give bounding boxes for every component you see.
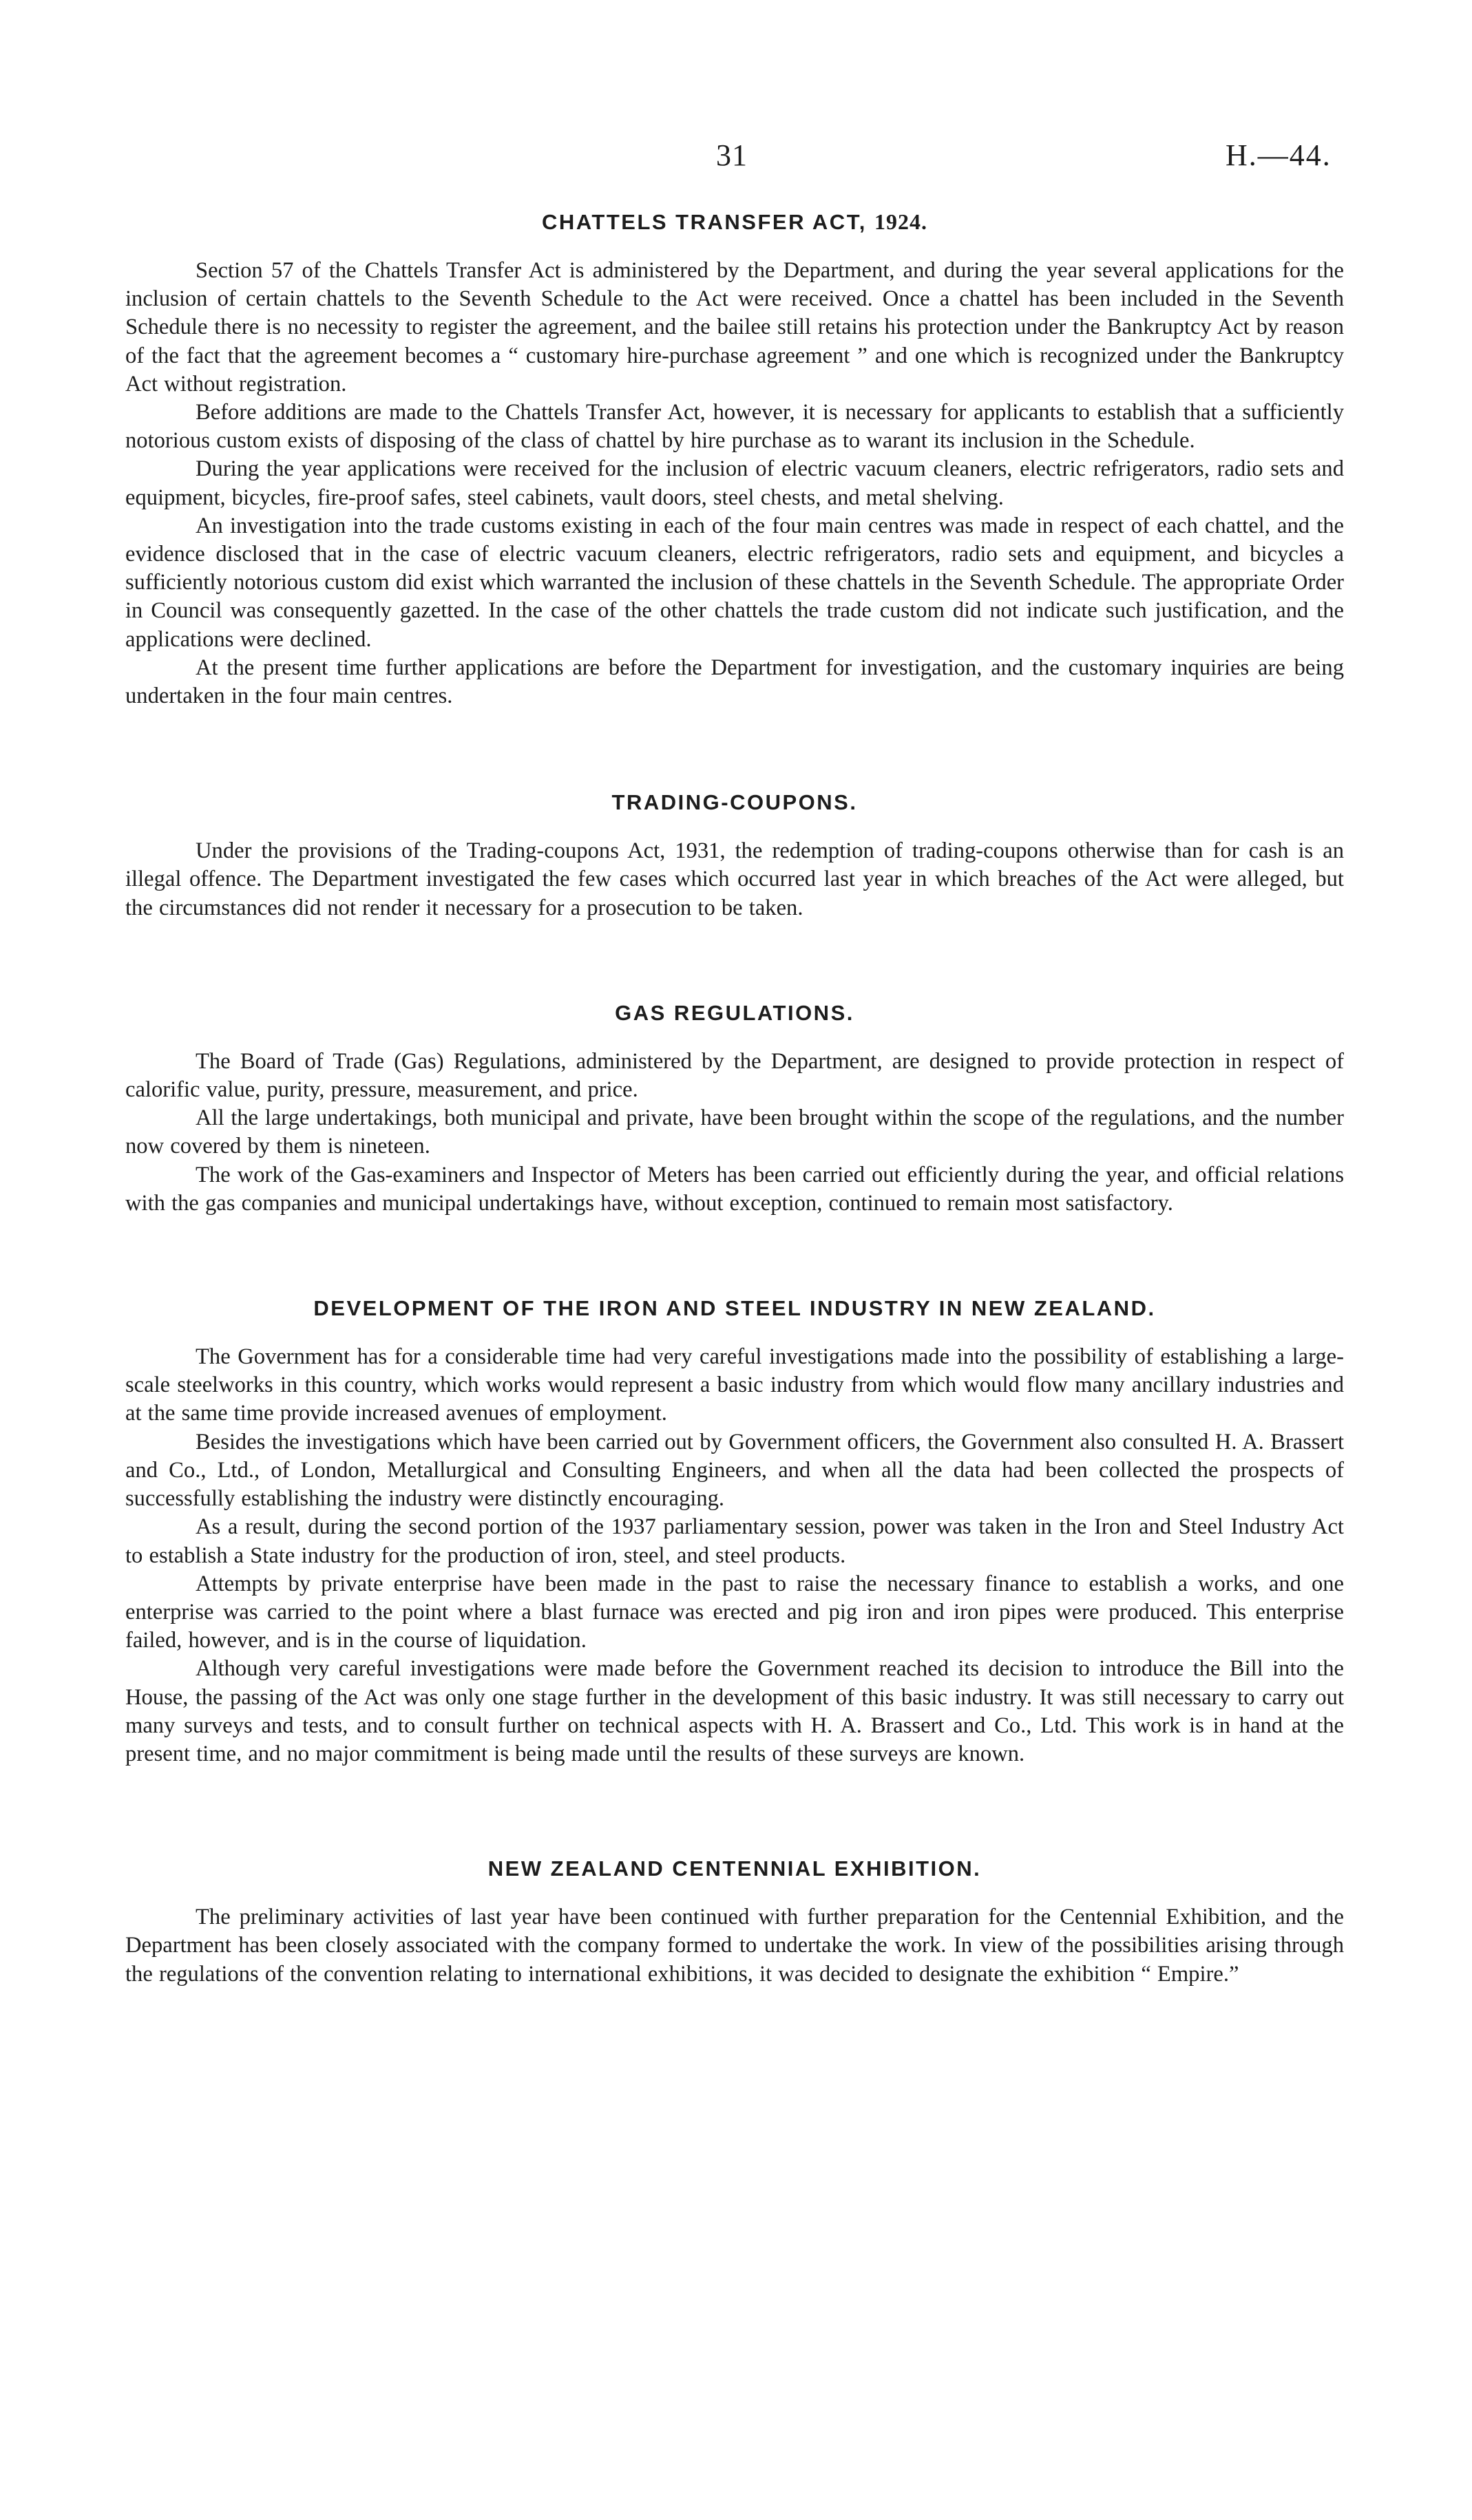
paragraph: The work of the Gas-examiners and Inspector of Meters has been carried out efficiently during the year, and official relations with the gas companies and municipal undertakings have, without exception, continued to remain most satisfactory. <box>125 1162 1344 1216</box>
section-spacer <box>125 1218 1344 1295</box>
section-heading: DEVELOPMENT OF THE IRON AND STEEL INDUSTRY IN NEW ZEALAND. <box>313 1296 1156 1321</box>
page-number: 31 <box>716 138 748 172</box>
paragraph: The Government has for a considerable time had very careful investigations made into the possibility of establishing a large-scale steelworks in this country, which works would represent a basic industry from which would flow many ancillary industries and at the same time provide increased avenues of employment. <box>125 1344 1344 1426</box>
section-spacer <box>125 710 1344 789</box>
paragraph: An investigation into the trade customs existing in each of the four main centres was made in respect of each chattel, and the evidence disclosed that in the case of electric vacuum cleaners, electric refrigerators, radio sets and equipment, and bicycles a sufficiently notorious custom did exist which warranted the inclusion of these chattels in the Seventh Schedule. The appropriate Order in Council was consequently gazetted. In the case of the other chattels the trade custom did not indicate such justification, and the applications were declined. <box>125 513 1344 652</box>
paragraph: Before additions are made to the Chattels Transfer Act, however, it is necessary for applicants to establish that a sufficiently notorious custom exists of disposing of the class of chattel by hire purchase as to warant its inclusion in the Schedule. <box>125 400 1344 454</box>
section-chattels-transfer-act <box>125 208 1344 710</box>
paragraph: At the present time further applications are before the Department for investigation, and the customary inquiries are being undertaken in the four main centres. <box>125 655 1344 709</box>
heading-year: 1924. <box>874 209 927 234</box>
section-spacer <box>125 1768 1344 1855</box>
document-body <box>125 208 1344 1989</box>
paragraph: Attempts by private enterprise have been made in the past to raise the necessary finance to establish a works, and one enterprise was carried to the point where a blast furnace was erected and pig iron and iron pipes were produced. This enterprise failed, however, and is in the course of liquidation. <box>125 1571 1344 1653</box>
page-header <box>0 138 1472 179</box>
paragraph: Section 57 of the Chattels Transfer Act is administered by the Department, and during the year several applications for the inclusion of certain chattels to the Seventh Schedule to the Act were received. Once a chattel has been included in the Seventh Schedule there is no necessity to register the agreement, and the bailee still retains his protection under the Bankruptcy Act by reason of the fact that the agreement becomes a “ customary hire-purchase agreement ” and one which is recognized under the Bankruptcy Act without registration. <box>125 258 1344 396</box>
paragraph: Besides the investigations which have been carried out by Government officers, the Government also consulted H. A. Brassert and Co., Ltd., of London, Metallurgical and Consulting Engineers, and when all the data had been collected the prospects of successfully establishing the industry were distinctly encouraging. <box>125 1429 1344 1512</box>
section-heading <box>125 208 1344 236</box>
paragraph: During the year applications were received for the inclusion of electric vacuum cleaners, electric refrigerators, radio sets and equipment, bicycles, fire-proof safes, steel cabinets, vault doors, steel chests, and metal shelving. <box>125 456 1344 510</box>
section-heading: TRADING-COUPONS. <box>611 790 858 815</box>
section-heading: NEW ZEALAND CENTENNIAL EXHIBITION. <box>487 1856 982 1881</box>
section-iron-steel-industry <box>125 1295 1344 1768</box>
document-reference: H.—44. <box>1226 138 1332 172</box>
paragraph: The preliminary activities of last year have been continued with further preparation for the Centennial Exhibition, and the Department has been closely associated with the company formed to undertake the work. In view of the possibilities arising through the regulations of the convention relating to international exhibitions, it was decided to designate the exhibition “ Empire.” <box>125 1905 1344 1987</box>
paragraph: Although very careful investigations were made before the Government reached its decision to introduce the Bill into the House, the passing of the Act was only one stage further in the development of this basic industry. It was still necessary to carry out many surveys and tests, and to consult further on technical aspects with H. A. Brassert and Co., Ltd. This work is in hand at the present time, and no major commitment is being made until the results of these surveys are known. <box>125 1656 1344 1766</box>
paragraph: The Board of Trade (Gas) Regulations, administered by the Department, are designed to provide protection in respect of calorific value, purity, pressure, measurement, and price. <box>125 1048 1344 1103</box>
section-spacer <box>125 922 1344 999</box>
section-trading-coupons <box>125 789 1344 922</box>
heading-text: CHATTELS TRANSFER ACT, <box>542 210 867 234</box>
paragraph: Under the provisions of the Trading-coupons Act, 1931, the redemption of trading-coupons otherwise than for cash is an illegal offence. The Department investigated the few cases which occurred last year in which breaches of the Act were alleged, but the circumstances did not render it necessary for a prosecution to be taken. <box>125 838 1344 920</box>
paragraph: As a result, during the second portion of the 1937 parliamentary session, power was taken in the Iron and Steel Industry Act to establish a State industry for the production of iron, steel, and steel products. <box>125 1514 1344 1568</box>
section-heading: GAS REGULATIONS. <box>615 1000 854 1025</box>
paragraph: All the large undertakings, both municipal and private, have been brought within the scope of the regulations, and the number now covered by them is nineteen. <box>125 1105 1344 1159</box>
section-gas-regulations <box>125 999 1344 1218</box>
section-centennial-exhibition <box>125 1855 1344 1989</box>
